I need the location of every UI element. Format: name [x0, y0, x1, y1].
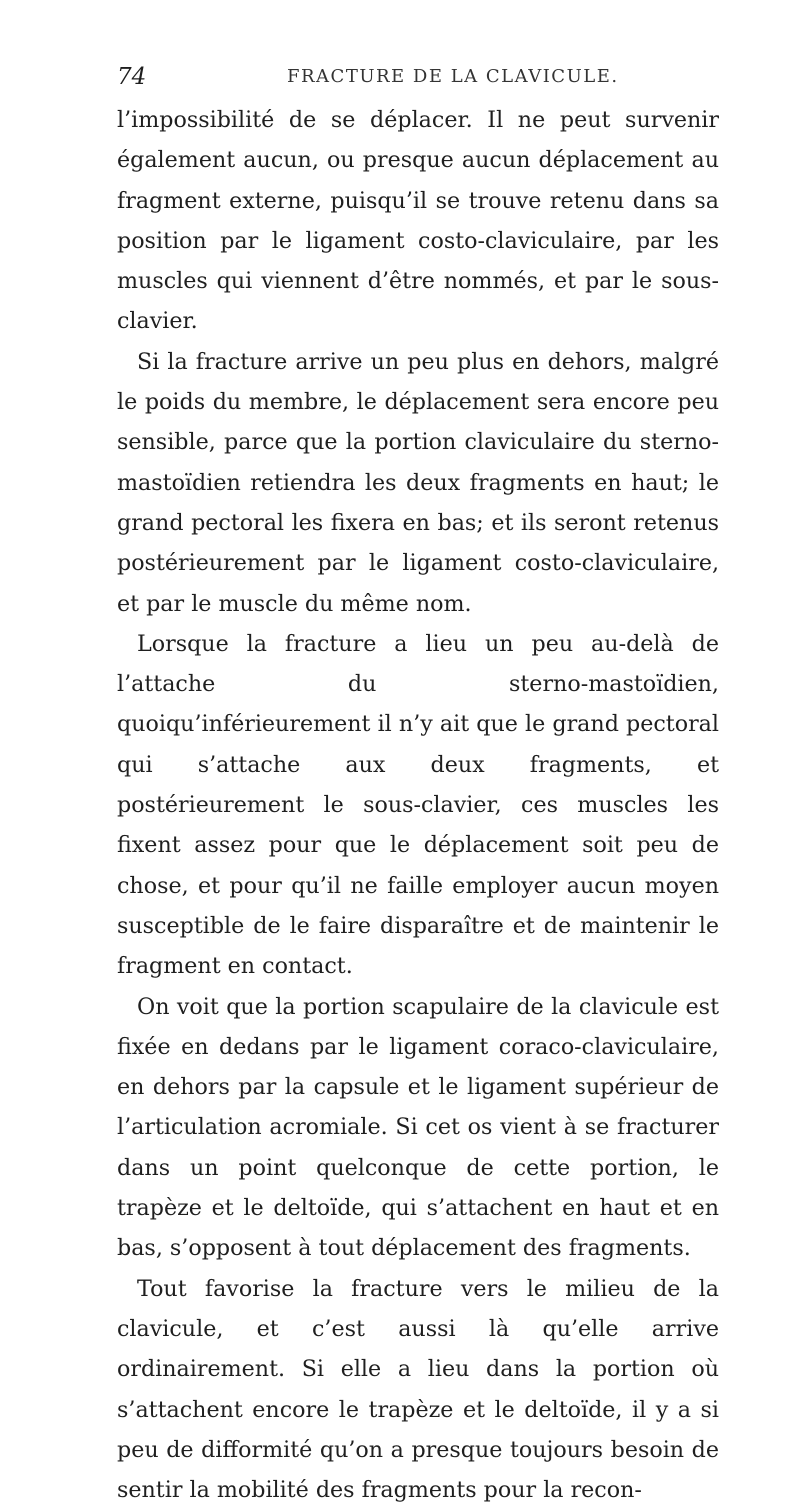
paragraph-5: Tout favorise la fracture vers le milieu de la clavicule, et c’est aussi là qu’elle arrive ordinairement. Si elle a lieu dans la portion où s’attachent encore le trapèze et le deltoïde, il y a si peu de difformité qu’on a presque toujours besoin de sentir la mobilité des fragments pour la recon- — [117, 1275, 719, 1504]
paragraph-1: l’impossibilité de se déplacer. Il ne peut survenir également aucun, ou presque aucun déplacement au fragment externe, puisqu’il se trouve retenu dans sa position par le ligament costo-claviculaire, par les muscles qui viennent d’être nommés, et par le sous-clavier. — [117, 107, 719, 335]
running-head — [117, 56, 719, 100]
page-number: 74 — [117, 64, 147, 90]
paragraph-4: On voit que la portion scapulaire de la clavicule est fixée en dedans par le ligament coraco-claviculaire, en dehors par la capsule et le ligament supérieur de l’articulation acromiale. Si cet os vient à se fracturer dans un point quelconque de cette portion, le trapèze et le deltoïde, qui s’attachent en haut et en bas, s’opposent à tout déplacement des fragments. — [117, 993, 719, 1262]
paragraph-3: Lorsque la fracture a lieu un peu au-delà de l’attache du sterno-mastoïdien, quoiqu’inférieurement il n’y ait que le grand pectoral qui s’attache aux deux fragments, et postérieurement le sous-clavier, ces muscles les fixent assez pour que le déplacement soit peu de chose, et pour qu’il ne faille employer aucun moyen susceptible de le faire disparaître et de maintenir le fragment en contact. — [117, 630, 719, 980]
running-title: FRACTURE DE LA CLAVICULE. — [287, 66, 619, 87]
body-text — [117, 100, 719, 1510]
paragraph-2: Si la fracture arrive un peu plus en dehors, malgré le poids du membre, le déplacement sera encore peu sensible, parce que la portion claviculaire du sterno-mastoïdien retiendra les deux fragments en haut; le grand pectoral les fixera en bas; et ils seront retenus postérieurement par le ligament costo-claviculaire, et par le muscle du même nom. — [117, 348, 719, 617]
book-page — [117, 56, 719, 1510]
